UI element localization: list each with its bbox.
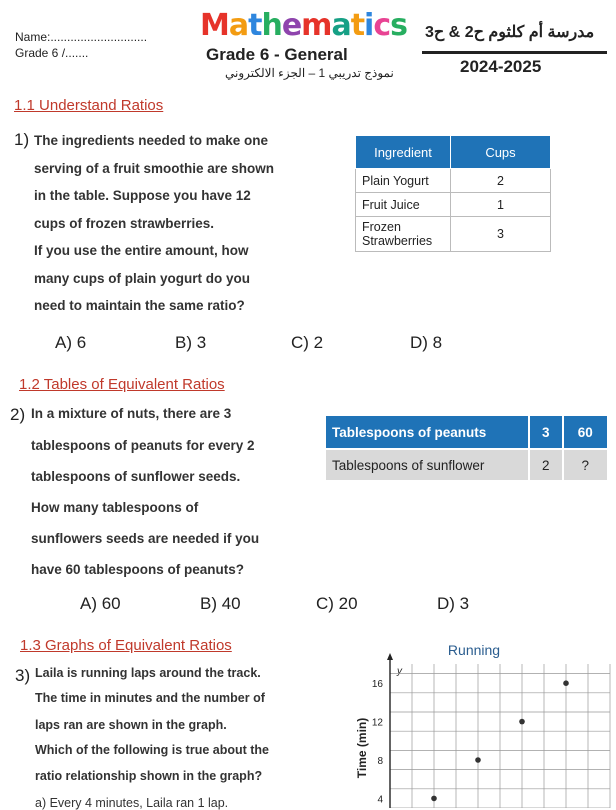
logo-letter: c — [373, 8, 391, 43]
table-cell: ? — [563, 449, 608, 481]
chart-y-axis-letter: y — [397, 666, 402, 677]
data-point — [519, 719, 525, 725]
table-cell: Plain Yogurt — [356, 169, 451, 193]
q2-option-b[interactable]: B) 40 — [200, 594, 241, 613]
y-tick-label: 16 — [371, 679, 383, 691]
table-row — [356, 169, 551, 193]
table-row — [356, 193, 551, 217]
logo-letter: t — [350, 8, 365, 43]
logo-letter: h — [261, 8, 282, 43]
q1-option-d[interactable]: D) 8 — [410, 333, 443, 352]
table-header: Ingredient — [356, 136, 451, 169]
school-year: 2024-2025 — [460, 57, 542, 76]
grade-field-label: Grade 6 /....... — [15, 46, 89, 60]
q3-line: Which of the following is true about the — [35, 743, 270, 757]
y-tick-label: 8 — [377, 756, 383, 767]
q3-line: Laila is running laps around the track. — [35, 666, 261, 680]
q1-line: serving of a fruit smoothie are shown — [34, 161, 275, 176]
logo-letter: a — [331, 8, 351, 43]
q1-line: many cups of plain yogurt do you — [34, 271, 251, 286]
q2-option-a[interactable]: A) 60 — [80, 594, 121, 613]
q2-line: sunflowers seeds are needed if you — [31, 531, 260, 546]
q1-option-a[interactable]: A) 6 — [55, 333, 87, 352]
y-axis-arrow — [387, 653, 393, 660]
table-cell: Fruit Juice — [356, 193, 451, 217]
school-name: مدرسة أم كلثوم ح2 & ح3 — [425, 24, 595, 41]
question-number-3: 3) — [15, 666, 31, 685]
y-tick-label: 12 — [371, 717, 383, 729]
q1-line: in the table. Suppose you have 12 — [34, 188, 251, 203]
running-graph — [340, 636, 616, 808]
data-point — [431, 796, 437, 802]
q2-line: tablespoons of peanuts for every 2 — [31, 438, 255, 453]
table-cell: 2 — [529, 449, 563, 481]
question-number-2: 2) — [10, 405, 26, 424]
table-cell: 2 — [451, 169, 551, 193]
arabic-subtitle: نموذج تدريبي 1 – الجزء الالكتروني — [225, 66, 394, 80]
q2-line: have 60 tablespoons of peanuts? — [31, 562, 245, 577]
q3-line: laps ran are shown in the graph. — [35, 718, 227, 732]
question-number-1: 1) — [14, 130, 30, 149]
table-cell: 3 — [529, 415, 563, 449]
nuts-ratio-table — [324, 414, 609, 482]
smoothie-ingredients-table — [355, 135, 551, 252]
mathematics-logo — [200, 8, 407, 43]
q1-line: cups of frozen strawberries. — [34, 216, 215, 231]
logo-letter: i — [364, 8, 374, 43]
q2-line: How many tablespoons of — [31, 500, 199, 515]
logo-letter: s — [390, 8, 407, 43]
section-title-1-2: 1.2 Tables of Equivalent Ratios — [19, 376, 225, 393]
q2-line: In a mixture of nuts, there are 3 — [31, 406, 232, 421]
q1-line: need to maintain the same ratio? — [34, 298, 245, 313]
header-divider — [422, 51, 607, 54]
chart-title: Running — [447, 642, 501, 658]
q1-option-b[interactable]: B) 3 — [175, 333, 207, 352]
table-cell: 1 — [451, 193, 551, 217]
logo-letter: a — [228, 8, 249, 43]
table-row — [325, 415, 608, 449]
y-tick-label: 4 — [377, 794, 383, 806]
name-field-label: Name:............................. — [15, 30, 148, 44]
q1-line: If you use the entire amount, how — [34, 243, 249, 258]
q1-line: The ingredients needed to make one — [34, 133, 269, 148]
table-row — [325, 449, 608, 481]
data-point — [475, 757, 481, 763]
chart-grid — [387, 653, 610, 808]
table-cell: Frozen Strawberries — [356, 217, 451, 252]
table-cell: 3 — [451, 217, 551, 252]
chart-y-axis-label: Time (min) — [355, 717, 369, 779]
table-header: Cups — [451, 136, 551, 169]
q2-option-d[interactable]: D) 3 — [437, 594, 470, 613]
logo-letter: M — [200, 8, 229, 43]
table-cell: Tablespoons of sunflower — [325, 449, 529, 481]
q3-line: The time in minutes and the number of — [35, 691, 265, 705]
q3-line: ratio relationship shown in the graph? — [35, 769, 263, 783]
q2-line: tablespoons of sunflower seeds. — [31, 469, 241, 484]
grade-subtitle: Grade 6 - General — [206, 45, 348, 64]
data-point — [563, 680, 569, 686]
section-title-1-1: 1.1 Understand Ratios — [14, 97, 164, 114]
q1-option-c[interactable]: C) 2 — [291, 333, 324, 352]
section-title-1-3: 1.3 Graphs of Equivalent Ratios — [20, 637, 232, 654]
table-cell: Tablespoons of peanuts — [325, 415, 529, 449]
table-row — [356, 217, 551, 252]
logo-letter: t — [248, 8, 262, 43]
table-cell: 60 — [563, 415, 608, 449]
q2-option-c[interactable]: C) 20 — [316, 594, 358, 613]
q3-option-a[interactable]: a) Every 4 minutes, Laila ran 1 lap. — [35, 796, 229, 810]
logo-letter: m — [301, 8, 332, 43]
logo-letter: e — [281, 8, 302, 43]
